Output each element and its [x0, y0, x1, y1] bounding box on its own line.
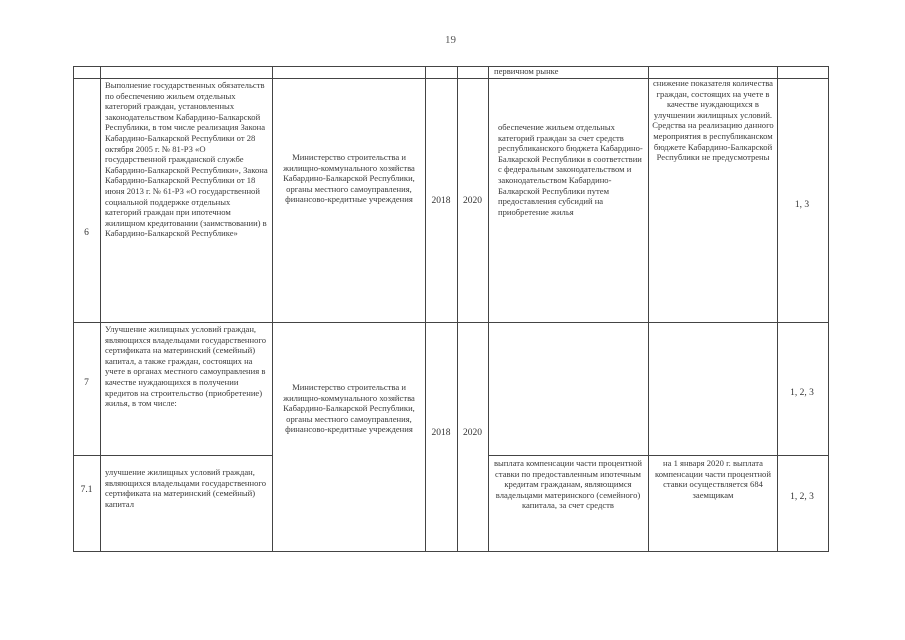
top-row-result-tail: первичном рынке — [494, 66, 559, 76]
row7-number: 7 — [84, 378, 89, 388]
row6-number: 6 — [84, 228, 89, 238]
col-executor-divider — [425, 66, 426, 551]
row7-activity: Улучшение жилищных условий граждан, являющихся владельцами государственного сертификата на материнский (семейный) капитал, а также граждан, состоящих на учете в органах местного самоуправления в качестве нуждающихся в получении кредитов на строительство (приобретение) жилья, в том числе: — [105, 324, 267, 409]
row71-indicator: на 1 января 2020 г. выплата компенсации части процентной ставки осуществляется 684 заемщикам — [655, 458, 771, 500]
row6-indicator: снижение показателя количества граждан, состоящих на учете в качестве нуждающихся в улучшении жилищных условий. Средства на реализацию данного мероприятия в республиканском бюджете Кабардино-Балкарской Республики не предусмотрены — [652, 78, 774, 163]
row7-link: 1, 2, 3 — [790, 388, 814, 398]
row6-activity: Выполнение государственных обязательств по обеспечению жильем отдельных категорий граждан, установленных законодательством Кабардино-Балкарской Республики, в том числе реализация Закона Кабардино-Балкарской Республики от 28 октября 2005 г. № 81-РЗ «О государственной гражданской службе Кабардино-Балкарской Республики», Закона Кабардино-Балкарской Республики от 18 июня 2013 г. № 61-РЗ «О государственной социальной поддержке отдельных категорий граждан при ипотечном жилищном кредитовании (заимствовании) в Кабардино-Балкарской Республике» — [105, 80, 268, 239]
row-divider-6-7 — [73, 322, 828, 323]
row71-number: 7.1 — [80, 485, 93, 495]
col-indicator-divider — [777, 66, 778, 551]
row6-start-year: 2018 — [431, 196, 451, 206]
row6-result: обеспечение жильем отдельных категорий граждан за счет средств республиканского бюджета Кабардино-Балкарской Республики в соответствии с федеральным законодательством и законодательством Кабардино-Балкарской Республики путем предоставления субсидий на приобретение жилья — [498, 122, 643, 217]
col-result-divider — [648, 66, 649, 551]
row-divider-7-71-left — [73, 455, 272, 456]
col-activity-divider — [272, 66, 273, 551]
row7-executor: Министерство строительства и жилищно-коммунального хозяйства Кабардино-Балкарской Республики, органы местного самоуправления, финансово-кредитные учреждения — [283, 382, 415, 435]
row6-executor: Министерство строительства и жилищно-коммунального хозяйства Кабардино-Балкарской Республики, органы местного самоуправления, финансово-кредитные учреждения — [283, 152, 415, 205]
page-number: 19 — [445, 34, 456, 46]
row71-link: 1, 2, 3 — [790, 492, 814, 502]
col-start-divider — [457, 66, 458, 551]
row6-end-year: 2020 — [463, 196, 482, 206]
row71-result: выплата компенсации части процентной ставки по предоставленным ипотечным кредитам гражданам, являющимся владельцами материнского (семейного) капитала, за счет средств — [493, 458, 643, 511]
col-end-divider — [488, 66, 489, 551]
row7-start-year: 2018 — [431, 428, 451, 438]
row71-activity: улучшение жилищных условий граждан, являющихся владельцами государственного сертификата на материнский (семейный) капитал — [105, 467, 267, 509]
col-num-divider — [100, 66, 101, 551]
row7-end-year: 2020 — [463, 428, 482, 438]
row6-link: 1, 3 — [794, 200, 810, 210]
